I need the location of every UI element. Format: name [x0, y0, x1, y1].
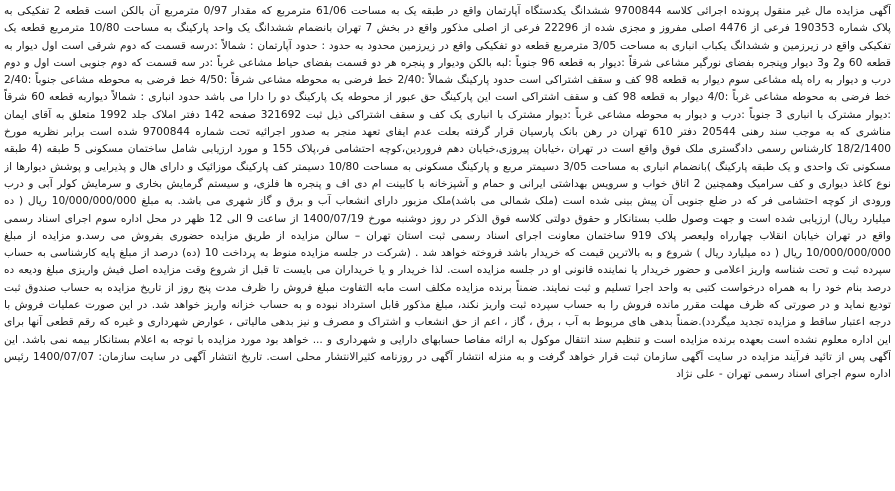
- auction-notice-text: آگهی مزایده مال غیر منقول پرونده اجرائی کلاسه 9700844 ششدانگ یکدستگاه آپارتمان واقع در طبقه یک به مساحت 61/06 مترمربع که مقدار 0/97 مترمربع آن بالکن است قطعه 2 تفکیکی به پلاک شماره 190353 فرعی از 4476 اصلی مفروز و مجزی شده از 22296 فرعی از اصلی مذکور واقع در بخش 7 تهران بانضمام ششدانگ یک واحد پارکینگ به مساحت 10/80 مترمربع قطعه یک تفکیکی واقع در زیرزمین و ششدانگ یکباب انباری به مساحت 3/05 مترمربع قطعه دو تفکیکی واقع در زیرزمین محدود به حدود : حدود آپارتمان : شمالاً :درسه قسمت که دوم شرقی است اول دیوار به قطعه 60 و2 و3 دیوار وپنجره بفضای نورگیر مشاعی شرقاً :دیوار به قطعه 96 جنوباً :لبه بالکن ودیوار و پنجره هر دو قسمت بفضای حیاط مشاعی غرباً :در سه قسمت که دوم جنوبی است اول و دوم درب و دیوار به راه پله مشاعی سوم دیوار به قطعه 98 کف و سقف اشتراکی است حدود پارکینگ شمالاً :2/40 خط فرضی به محوطه مشاعی شرقاً :4/50 خط فرضی به محوطه مشاعی جنوباً :2/40 خط فرضی به محوطه مشاعی غرباً :4/0 دیوار به قطعه 98 کف و سقف اشتراکی است این پارکینگ حق عبور از محوطه یک پارکینگ دو را دارا می باشد حدود انباری : شمالاً دیواربه قطعه 60 شرقاً :دیوار مشترک با انباری 3 جنوباً :درب و دیوار به محوطه مشاعی غرباً :دیوار مشترک با انباری یک کف و سقف اشتراکی ذیل ثبت 321692 صفحه 142 دفتر املاک جلد 1992 متعلق به آقای ایمان مناشری که به موجب سند رهنی 20544 دفتر 610 تهران در رهن بانک پارسیان قرار گرفته بعلت عدم ایفای تعهد منجر به صدور اجرائیه تحت شماره 9700844 شده است برابر نظریه مورخ 18/2/1400 کارشناس رسمی دادگستری ملک فوق واقع است در تهران ،خیابان پیروزی،خیابان دهم فروردین،کوچه احتشامی فر،پلاک 155 و مورد ارزیابی شامل ساختمان مسکونی 5 طبقه (4 طبقه مسکونی تک واحدی و یک طبقه پارکینگ )بانضمام انباری به مساحت 3/05 دسیمتر مربع و پارکینگ مسکونی به مساحت 10/80 دسیمتر کف پارکینگ موزائیک و دارای هال و پذیرایی و پوشش دیوارها از نوع کاغذ دیواری و کف سرامیک وهمچنین 2 اتاق خواب و سرویس بهداشتی ایرانی و حمام و آشپزخانه با کابینت ام دی اف و پنجره ها فلزی، و سیستم گرمایش بخاری و سرمایش کولر آبی و درب ورودی از کوچه احتشامی فر که در ضلع جنوبی آن پیش بینی شده است (ملک شمالی می باشد)ملک مزبور دارای انشعاب آب و برق و گاز شهری می باشد. به مبلغ 10/000/000/000 ریال ( ده میلیارد ریال) ارزیابی شده است و جهت وصول طلب بستانکار و حقوق دولتی کلاسه فوق الذکر در روز دوشنبه مورخ 1400/07/19 از ساعت 9 الی 12 ظهر در محل اداره سوم اجرای اسناد رسمی واقع در تهران خیابان انقلاب چهارراه ولیعصر پلاک 919 ساختمان معاونت اجرای اسناد رسمی ثبت استان تهران – سالن مزایده از طریق مزایده حضوری بفروش می رسد.و مزایده از مبلغ 10/000/000/000 ریال ( ده میلیارد ریال ) شروع و به بالاترین قیمت که خریدار باشد فروخته خواهد شد . (شرکت در جلسه مزایده منوط به پرداخت 10 (ده) درصد از مبلغ پایه کارشناسی به حساب سپرده ثبت و تحت شناسه واریز اعلامی و حضور خریدار یا نماینده قانونی او در جلسه مزایده است. لذا خریدار و یا خریداران می بایست تا قبل از شروع وقت مزایده اصل فیش واریزی مبلغ ودیعه ده درصد بنام خود را به همراه درخواست کتبی به واحد اجرا تسلیم و ثبت نمایند. ضمناً برنده مزایده مکلف است مابه التفاوت مبلغ فروش را ظرف مدت پنج روز از تاریخ مزایده به حساب صندوق ثبت تودیع نماید و در صورتی که ظرف مهلت مقرر مانده فروش را به حساب سپرده ثبت واریز نکند، مبلغ مذکور قابل استرداد نبوده و به حساب خزانه واریز خواهد شد. در این صورت عملیات فروش با درجه اعتبار ساقط و مزایده تجدید میگردد).ضمناً بدهی های مربوط به آب ، برق ، گاز ، اعم از حق انشعاب و اشتراک و مصرف و نیز بدهی مالیاتی ، عوارض شهرداری و غیره که رقم قطعی آنها برای این اداره معلوم نشده است بعهده برنده مزایده است و تنظیم سند انتقال موکول به ارائه مفاصا حسابهای دارایی و شهرداری و ... خواهد بود مورد مزایده با توجه به اعلام بستانکار بیمه نمی باشد. این آگهی پس از تائید فرآیند مزایده در سایت آگهی سازمان ثبت قرار خواهد گرفت و به منزله انتشار آگهی در روزنامه کثیرالانتشار محلی است. تاریخ انتشار آگهی در سایت سازمان: 1400/07/07 رئیس اداره سوم اجرای اسناد رسمی تهران - علی نژاد: [4, 5, 891, 381]
